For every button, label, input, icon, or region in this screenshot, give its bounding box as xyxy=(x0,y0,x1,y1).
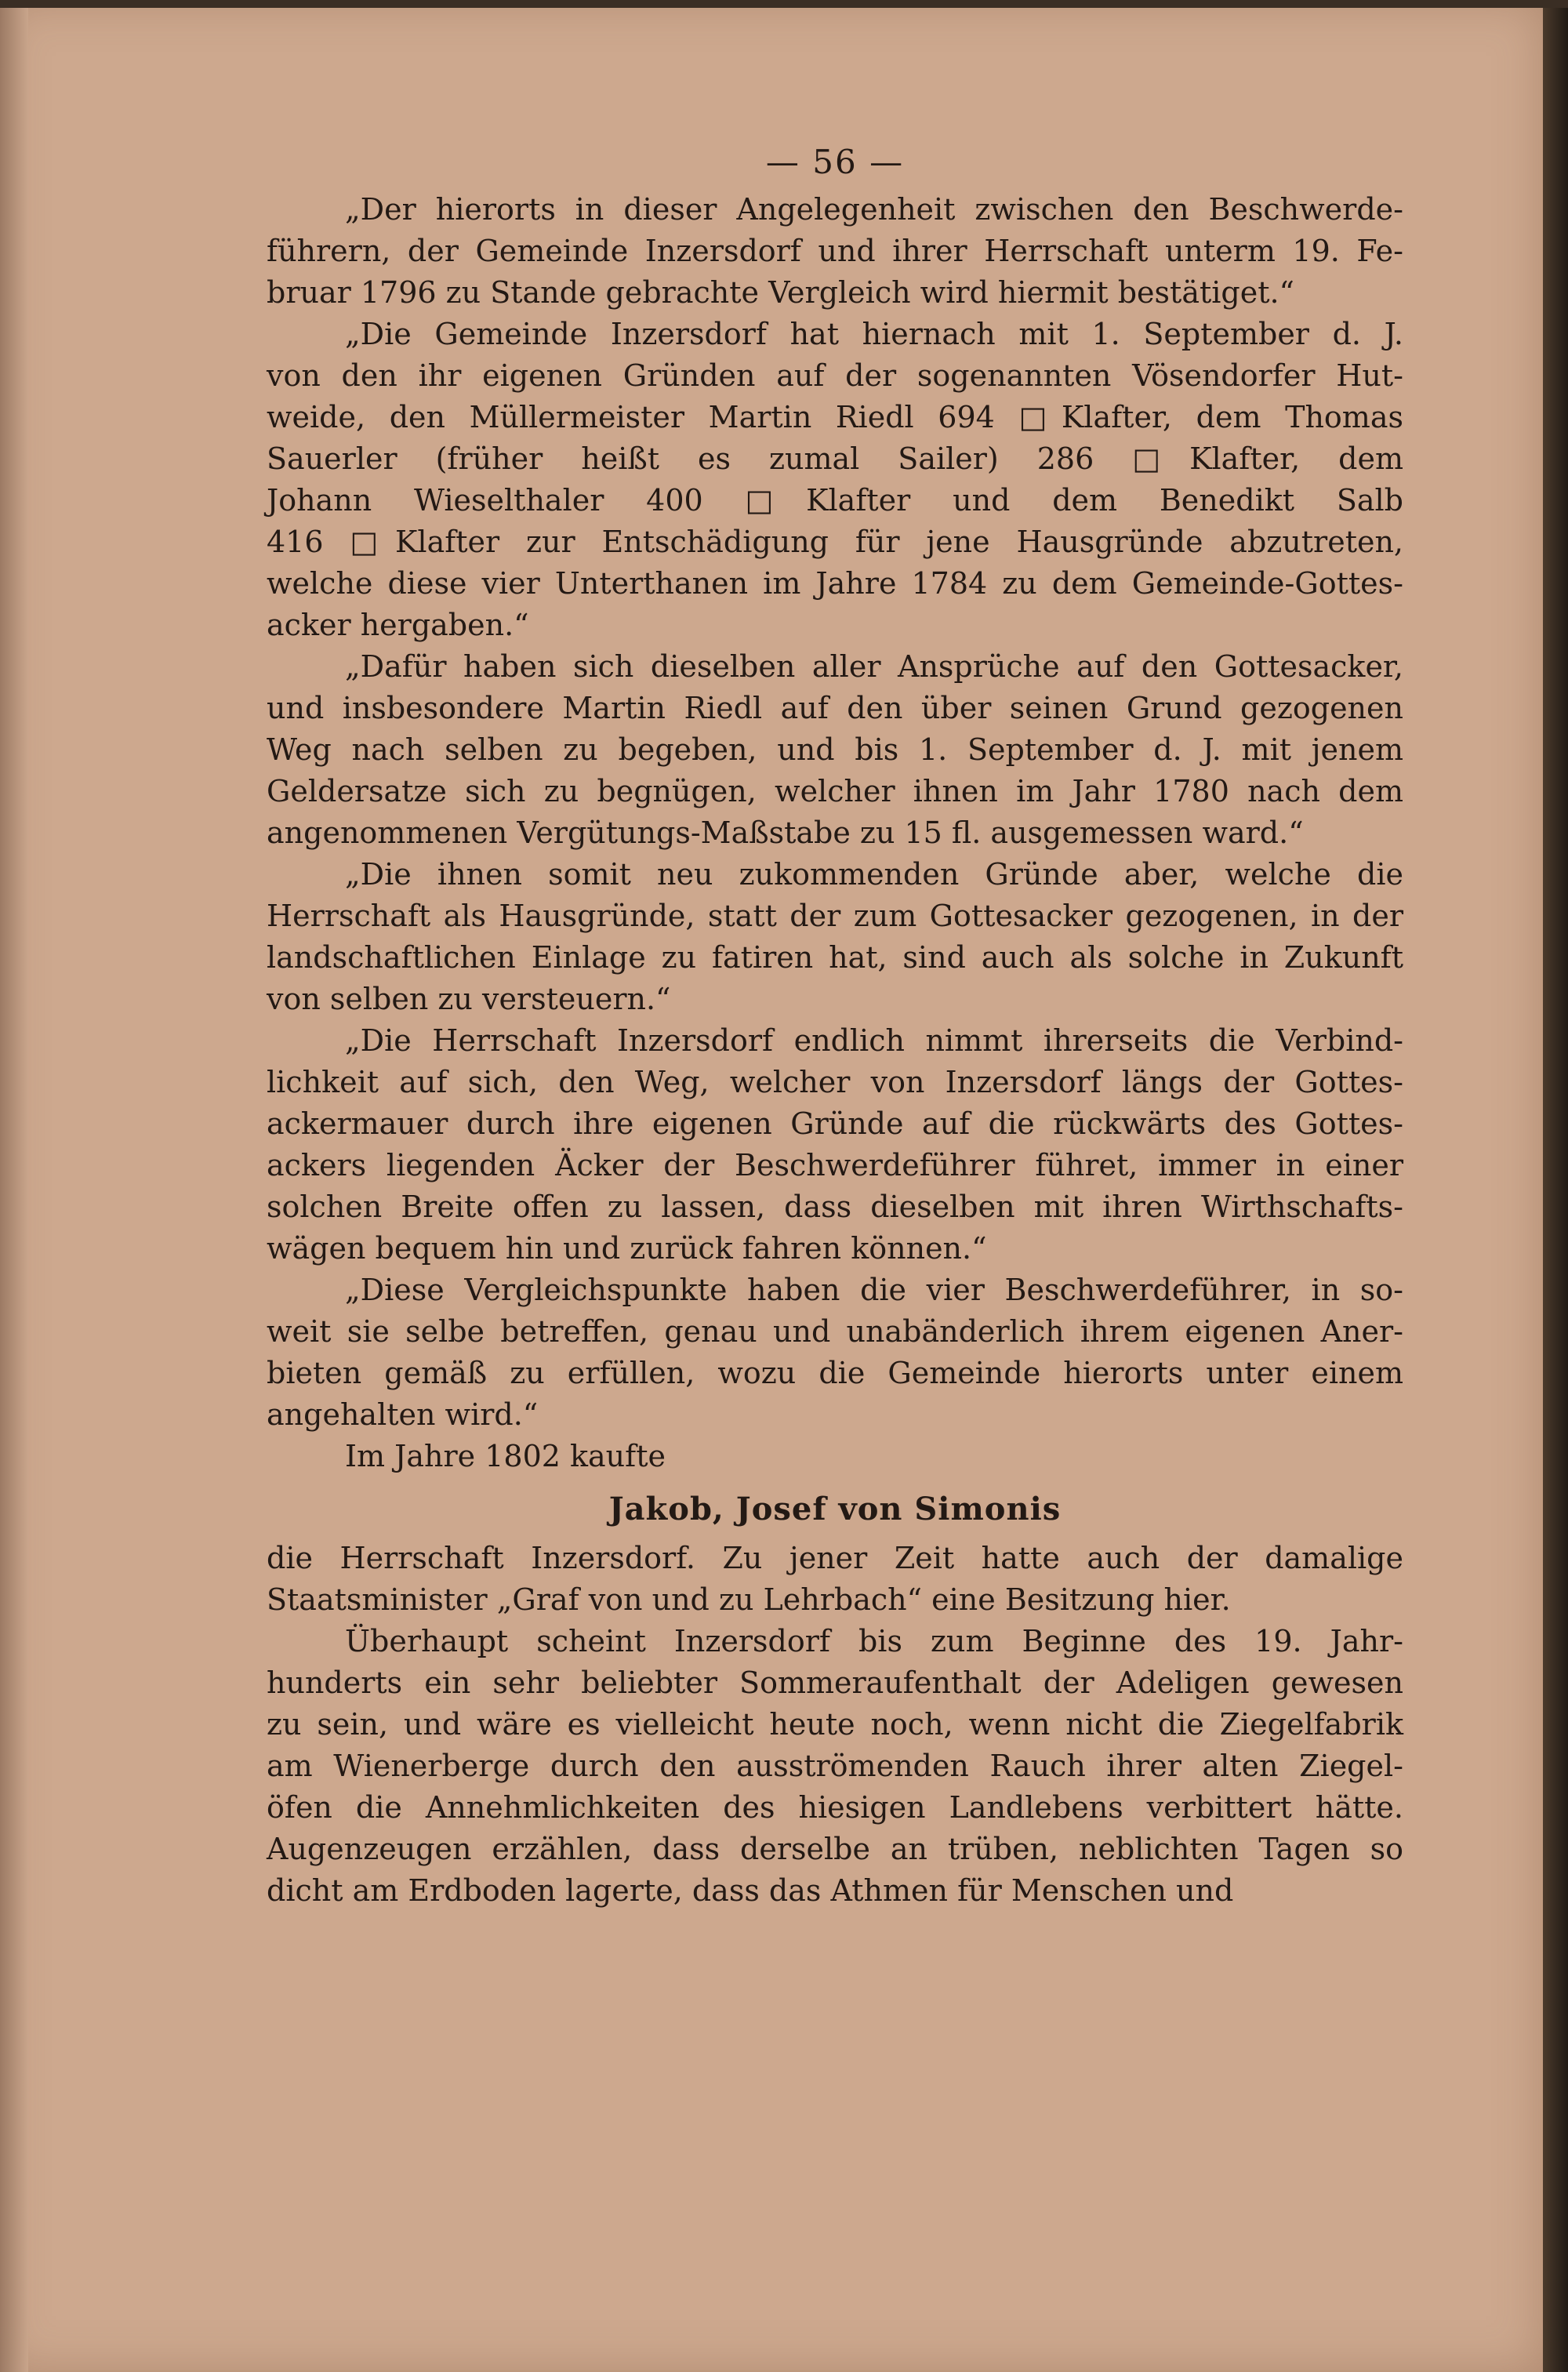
text-line: Sauerler (früher heißt es zumal Sailer) 286 □Klafter, dem xyxy=(267,441,1403,476)
page-number: — 56 — xyxy=(765,143,905,181)
text-line: bieten gemäß zu erfüllen, wozu die Gemeinde hierorts unter einem xyxy=(267,1356,1403,1390)
paragraph-p1 xyxy=(267,189,1403,314)
text-block xyxy=(267,141,1403,1912)
text-line: Herrschaft als Hausgründe, statt der zum Gottesacker gezogenen, in der xyxy=(267,899,1403,933)
text-line: hunderts ein sehr beliebter Sommeraufenthalt der Adeligen gewesen xyxy=(267,1665,1403,1700)
text-line: weit sie selbe betreffen, genau und unabänderlich ihrem eigenen Aner- xyxy=(267,1314,1403,1349)
paragraphs-before-heading xyxy=(267,189,1403,1477)
text-line: bruar 1796 zu Stande gebrachte Vergleich wird hiermit bestätiget.“ xyxy=(267,275,1294,310)
paragraph-p6 xyxy=(267,1270,1403,1436)
text-line: Staatsminister „Graf von und zu Lehrbach“ eine Besitzung hier. xyxy=(267,1582,1231,1617)
text-line: öfen die Annehmlichkeiten des hiesigen Landlebens verbittert hätte. xyxy=(267,1790,1403,1825)
paragraph-p2 xyxy=(267,314,1403,646)
text-line: führern, der Gemeinde Inzersdorf und ihrer Herrschaft unterm 19. Fe- xyxy=(267,234,1403,268)
text-line: landschaftlichen Einlage zu fatiren hat, sind auch als solche in Zukunft xyxy=(267,940,1403,975)
text-line: „Die Herrschaft Inzersdorf endlich nimmt ihrerseits die Verbind- xyxy=(345,1023,1403,1058)
text-line: weide, den Müllermeister Martin Riedl 694 □Klafter, dem Thomas xyxy=(267,400,1403,434)
text-line: Geldersatze sich zu begnügen, welcher ihnen im Jahr 1780 nach dem xyxy=(267,774,1403,808)
paragraph-p5 xyxy=(267,1020,1403,1270)
text-line: wägen bequem hin und zurück fahren können.“ xyxy=(267,1231,987,1266)
text-line: zu sein, und wäre es vielleicht heute noch, wenn nicht die Ziegelfabrik xyxy=(267,1707,1403,1742)
paragraph-p4 xyxy=(267,854,1403,1020)
book-edge-top xyxy=(0,0,1568,8)
text-line: die Herrschaft Inzersdorf. Zu jener Zeit hatte auch der damalige xyxy=(267,1541,1403,1575)
text-line: 416 □Klafter zur Entschädigung für jene Hausgründe abzutreten, xyxy=(267,525,1403,559)
paragraph-p3 xyxy=(267,646,1403,854)
text-line: von selben zu versteuern.“ xyxy=(267,982,671,1016)
text-line: „Die Gemeinde Inzersdorf hat hiernach mit 1. September d. J. xyxy=(345,317,1403,351)
text-line: Überhaupt scheint Inzersdorf bis zum Beginne des 19. Jahr- xyxy=(345,1624,1403,1658)
text-line: ackers liegenden Äcker der Beschwerdeführer führet, immer in einer xyxy=(267,1148,1403,1182)
text-line: ackermauer durch ihre eigenen Gründe auf die rückwärts des Gottes- xyxy=(267,1106,1403,1141)
text-line: „Die ihnen somit neu zukommenden Gründe aber, welche die xyxy=(345,857,1403,892)
text-line: lichkeit auf sich, den Weg, welcher von Inzersdorf längs der Gottes- xyxy=(267,1065,1403,1099)
text-line: Weg nach selben zu begeben, und bis 1. September d. J. mit jenem xyxy=(267,732,1403,767)
text-line: am Wienerberge durch den ausströmenden Rauch ihrer alten Ziegel- xyxy=(267,1749,1403,1783)
text-line: Im Jahre 1802 kaufte xyxy=(345,1439,666,1473)
paragraphs-after-heading xyxy=(267,1538,1403,1912)
paragraph-p9 xyxy=(267,1621,1403,1912)
text-line: „Dafür haben sich dieselben aller Ansprüche auf den Gottesacker, xyxy=(345,649,1403,684)
book-edge-right xyxy=(1543,0,1568,2372)
text-line: „Der hierorts in dieser Angelegenheit zwischen den Beschwerde- xyxy=(345,192,1403,227)
paragraph-p7 xyxy=(267,1436,1403,1477)
text-line: Johann Wieselthaler 400 □Klafter und dem Benedikt Salb xyxy=(267,483,1403,518)
heading-simonis: Jakob, Josef von Simonis xyxy=(608,1491,1062,1527)
text-line: „Diese Vergleichspunkte haben die vier Beschwerdeführer, in so- xyxy=(345,1273,1403,1307)
text-line: angenommenen Vergütungs-Maßstabe zu 15 fl. ausgemessen ward.“ xyxy=(267,815,1304,850)
text-line: dicht am Erdboden lagerte, dass das Athmen für Menschen und xyxy=(267,1873,1234,1908)
text-line: welche diese vier Unterthanen im Jahre 1784 zu dem Gemeinde-Gottes- xyxy=(267,566,1403,601)
text-line: und insbesondere Martin Riedl auf den über seinen Grund gezogenen xyxy=(267,691,1403,725)
text-line: angehalten wird.“ xyxy=(267,1397,539,1432)
paragraph-p8 xyxy=(267,1538,1403,1621)
page-spine-shadow xyxy=(0,0,28,2372)
text-line: solchen Breite offen zu lassen, dass dieselben mit ihren Wirthschafts- xyxy=(267,1190,1403,1224)
text-line: acker hergaben.“ xyxy=(267,608,529,642)
text-line: von den ihr eigenen Gründen auf der sogenannten Vösendorfer Hut- xyxy=(267,358,1403,393)
text-line: Augenzeugen erzählen, dass derselbe an trüben, neblichten Tagen so xyxy=(267,1832,1403,1866)
